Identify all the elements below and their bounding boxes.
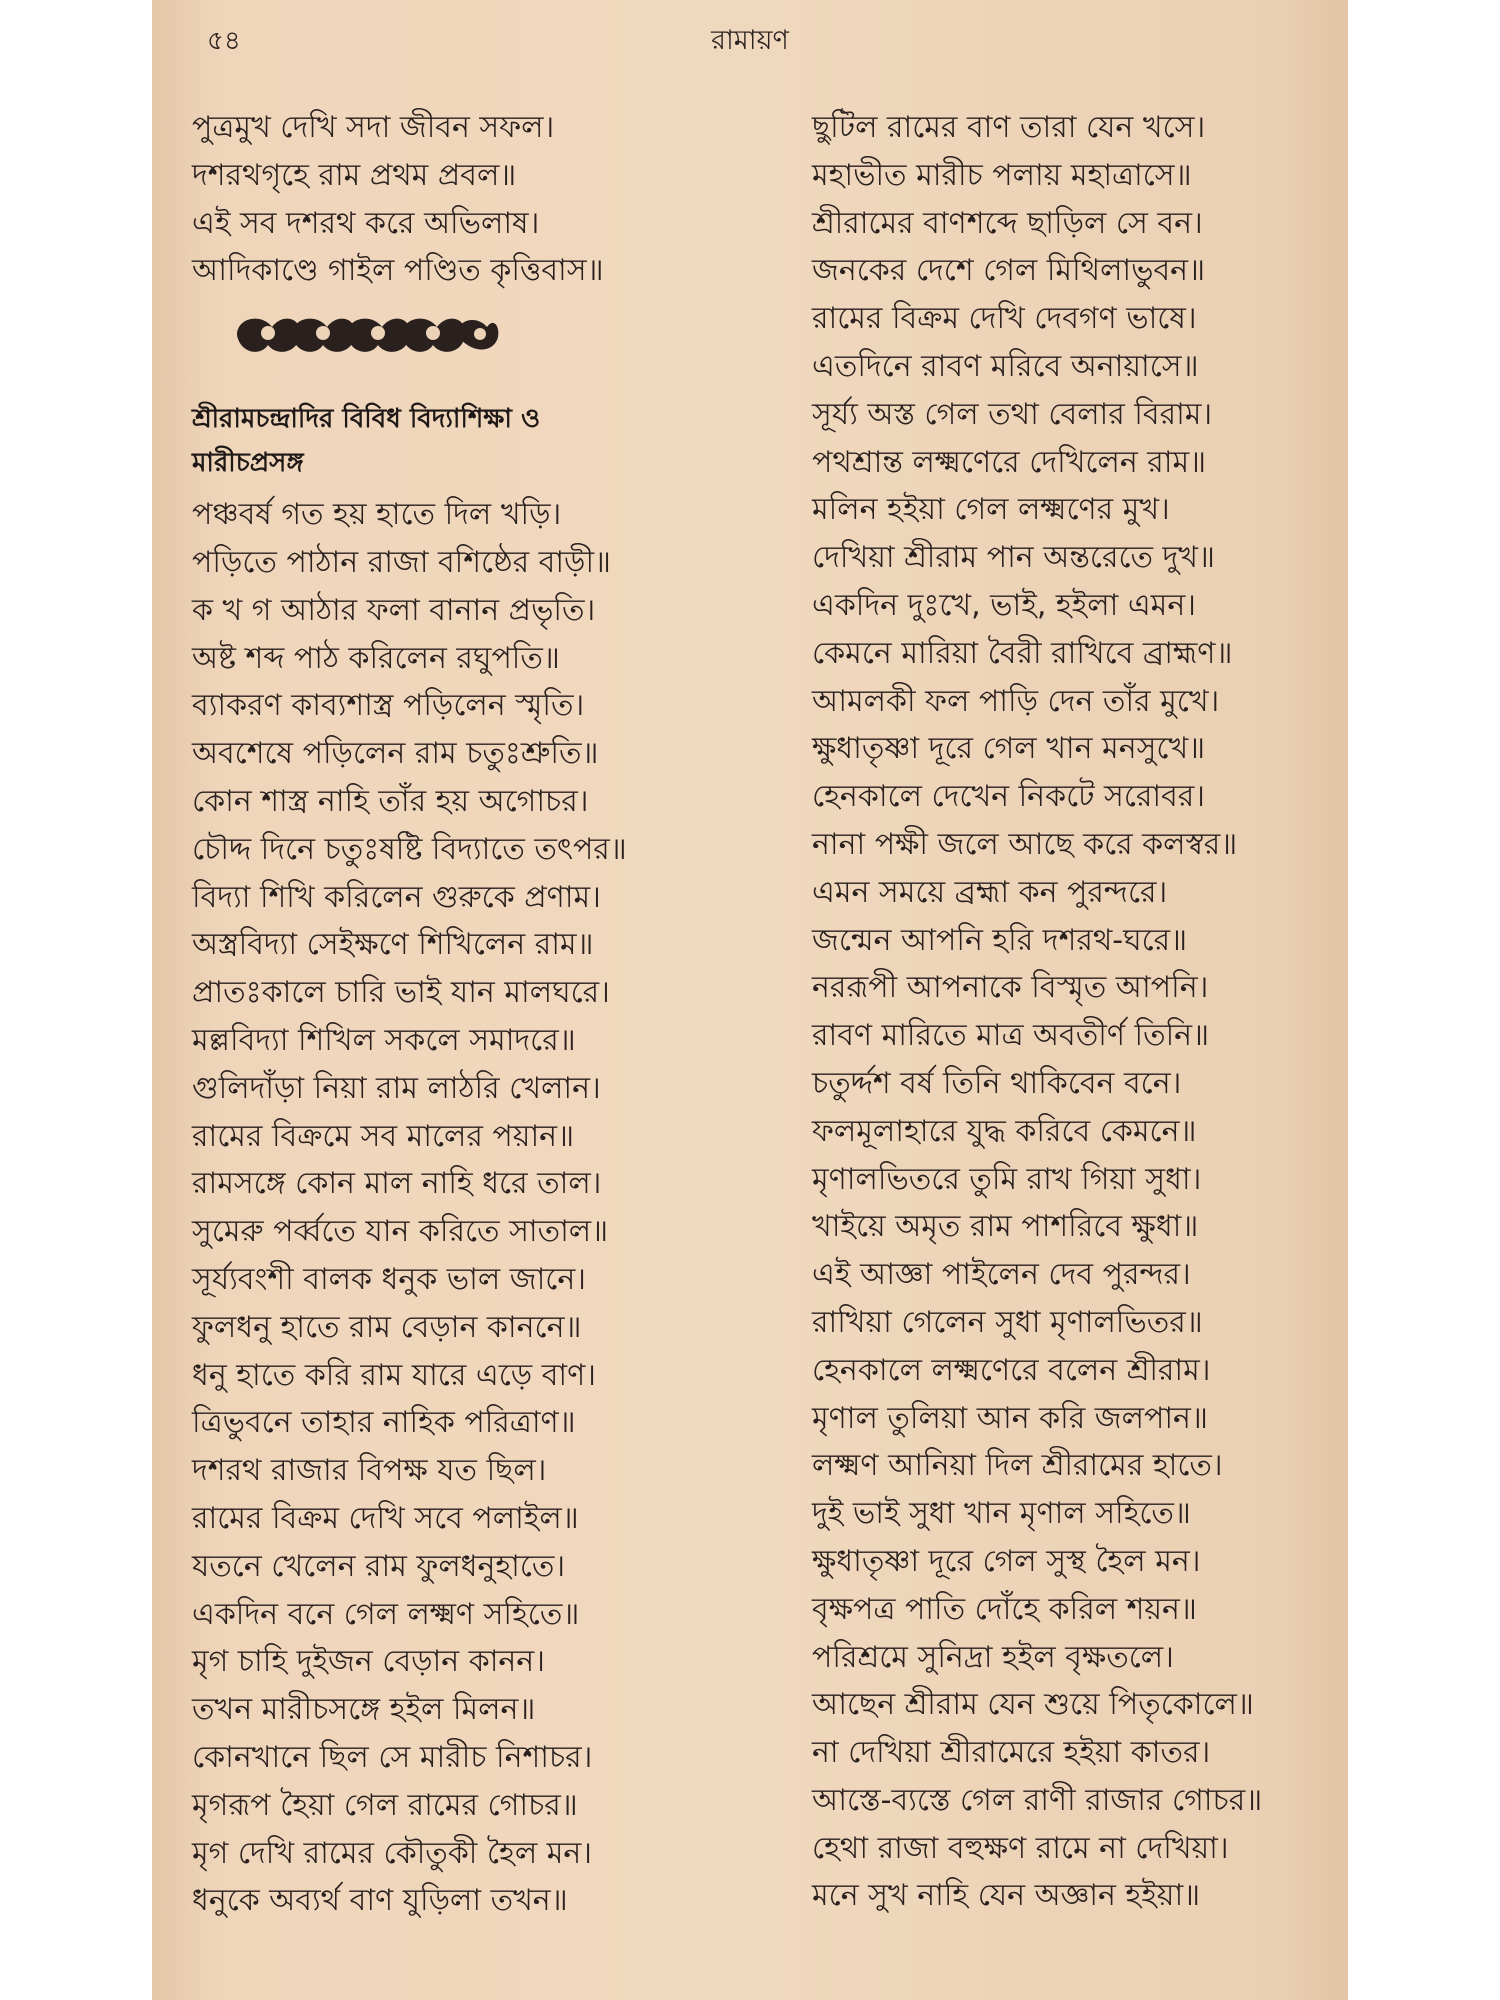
verse-line: শ্রীরামের বাণশব্দে ছাড়িল সে বন। xyxy=(812,205,1203,241)
verse-line: হেনকালে দেখেন নিকটে সরোবর। xyxy=(812,779,1206,815)
verse-line: অবশেষে পড়িলেন রাম চতুঃশ্রুতি॥ xyxy=(192,736,599,772)
verse-line: কোনখানে ছিল সে মারীচ নিশাচর। xyxy=(192,1739,593,1775)
verse-line: মৃগরূপ হৈয়া গেল রামের গোচর॥ xyxy=(192,1787,578,1823)
book-page xyxy=(152,0,1348,2000)
verse-line: না দেখিয়া শ্রীরামেরে হইয়া কাতর। xyxy=(812,1735,1211,1771)
verse-line: রামের বিক্রম দেখি সবে পলাইল॥ xyxy=(192,1500,579,1536)
left-column xyxy=(192,104,752,1925)
verse-line: দুই ভাই সুধা খান মৃণাল সহিতে॥ xyxy=(812,1496,1191,1532)
verse-line: সুমেরু পর্ব্বতে যান করিতে সাতাল॥ xyxy=(192,1214,609,1250)
verse-line: মহাভীত মারীচ পলায় মহাত্রাসে॥ xyxy=(812,157,1192,193)
verse-line: অস্ত্রবিদ্যা সেইক্ষণে শিখিলেন রাম॥ xyxy=(192,927,594,963)
verse-line: নানা পক্ষী জলে আছে করে কলস্বর॥ xyxy=(812,826,1238,862)
verse-line: এই আজ্ঞা পাইলেন দেব পুরন্দর। xyxy=(812,1257,1191,1293)
verse-line: যতনে খেলেন রাম ফুলধনুহাতে। xyxy=(192,1548,566,1584)
verse-line: মনে সুখ নাহি যেন অজ্ঞান হইয়া॥ xyxy=(812,1878,1201,1914)
verse-line: ফলমূলাহারে যুদ্ধ করিবে কেমনে॥ xyxy=(812,1113,1197,1149)
verse-line: পরিশ্রমে সুনিদ্রা হইল বৃক্ষতলে। xyxy=(812,1639,1174,1675)
ornament-divider xyxy=(192,295,752,375)
verse-line: মৃণালভিতরে তুমি রাখ গিয়া সুধা। xyxy=(812,1161,1202,1197)
verse-line: লক্ষ্মণ আনিয়া দিল শ্রীরামের হাতে। xyxy=(812,1448,1223,1484)
verse-line: বৃক্ষপত্র পাতি দোঁহে করিল শয়ন॥ xyxy=(812,1591,1197,1627)
verse-line: ধনু হাতে করি রাম যারে এড়ে বাণ। xyxy=(192,1357,596,1393)
verse-line: হেনকালে লক্ষ্মণেরে বলেন শ্রীরাম। xyxy=(812,1352,1211,1388)
verse-line: জনকের দেশে গেল মিথিলাভুবন॥ xyxy=(812,253,1206,289)
verse-line: তখন মারীচসঙ্গে হইল মিলন॥ xyxy=(192,1692,536,1728)
verse-line: একদিন দুঃখে, ভাই, হইলা এমন। xyxy=(812,587,1196,623)
verse-line: আমলকী ফল পাড়ি দেন তাঁর মুখে। xyxy=(812,683,1220,719)
verse-line: ছুটিল রামের বাণ তারা যেন খসে। xyxy=(812,110,1206,145)
ornament-icon xyxy=(232,307,502,363)
verse-line: আদিকাণ্ডে গাইল পণ্ডিত কৃত্তিবাস॥ xyxy=(192,253,604,289)
verse-line: ব্যাকরণ কাব্যশাস্ত্র পড়িলেন স্মৃতি। xyxy=(192,688,585,724)
verse-line: দশরথগৃহে রাম প্রথম প্রবল॥ xyxy=(192,157,517,193)
verse-line: দশরথ রাজার বিপক্ষ যত ছিল। xyxy=(192,1453,547,1489)
verse-line: অষ্ট শব্দ পাঠ করিলেন রঘুপতি॥ xyxy=(192,640,560,676)
verse-line: গুলিদাঁড়া নিয়া রাম লাঠরি খেলান। xyxy=(192,1070,601,1106)
verse-line: ক্ষুধাতৃষ্ণা দূরে গেল খান মনসুখে॥ xyxy=(812,731,1206,767)
verse-line: মৃণাল তুলিয়া আন করি জলপান॥ xyxy=(812,1400,1208,1436)
verse-line: রামের বিক্রমে সব মালের পয়ান॥ xyxy=(192,1118,575,1154)
verse-line: এমন সময়ে ব্রহ্মা কন পুরন্দরে। xyxy=(812,874,1168,910)
verse-line: রামসঙ্গে কোন মাল নাহি ধরে তাল। xyxy=(192,1166,602,1202)
verse-line: পঞ্চবর্ষ গত হয় হাতে দিল খড়ি। xyxy=(192,497,562,533)
verse-line: রামের বিক্রম দেখি দেবগণ ভাষে। xyxy=(812,301,1197,337)
verse-line: রাখিয়া গেলেন সুধা মৃণালভিতর॥ xyxy=(812,1304,1203,1340)
verse-line: মলিন হইয়া গেল লক্ষ্মণের মুখ। xyxy=(812,492,1170,528)
verse-line: কোন শাস্ত্র নাহি তাঁর হয় অগোচর। xyxy=(192,783,589,819)
verse-line: ক খ গ আঠার ফলা বানান প্রভৃতি। xyxy=(192,592,596,628)
verse-line: ক্ষুধাতৃষ্ণা দূরে গেল সুস্থ হৈল মন। xyxy=(812,1543,1201,1579)
page-number: ৫৪ xyxy=(207,26,241,56)
section-heading-line: শ্রীরামচন্দ্রাদির বিবিধ বিদ্যাশিক্ষা ও xyxy=(192,404,541,435)
verse-line: মৃগ চাহি দুইজন বেড়ান কানন। xyxy=(192,1644,545,1680)
verse-line: জন্মেন আপনি হরি দশরথ-ঘরে॥ xyxy=(812,922,1188,958)
verse-line: আছেন শ্রীরাম যেন শুয়ে পিতৃকোলে॥ xyxy=(812,1687,1254,1723)
verse-line: কেমনে মারিয়া বৈরী রাখিবে ব্রাহ্মণ॥ xyxy=(812,635,1233,671)
verse-line: হেথা রাজা বহুক্ষণ রামে না দেখিয়া। xyxy=(812,1830,1229,1866)
section-heading-line: মারীচপ্রসঙ্গ xyxy=(192,448,304,479)
verse-line: দেখিয়া শ্রীরাম পান অন্তরেতে দুখ॥ xyxy=(812,540,1215,576)
verse-line: এতদিনে রাবণ মরিবে অনায়াসে॥ xyxy=(812,348,1199,384)
verse-line: চৌদ্দ দিনে চতুঃষষ্টি বিদ্যাতে তৎপর॥ xyxy=(192,831,627,867)
verse-line: প্রাতঃকালে চারি ভাই যান মালঘরে। xyxy=(192,975,610,1011)
verse-line: মল্লবিদ্যা শিখিল সকলে সমাদরে॥ xyxy=(192,1022,576,1058)
right-column xyxy=(812,104,1332,1920)
verse-line: নররূপী আপনাকে বিস্মৃত আপনি। xyxy=(812,970,1209,1006)
verse-line: এই সব দশরথ করে অভিলাষ। xyxy=(192,205,540,241)
verse-line: চতুর্দ্দশ বর্ষ তিনি থাকিবেন বনে। xyxy=(812,1065,1182,1101)
verse-line: পথশ্রান্ত লক্ষ্মণেরে দেখিলেন রাম॥ xyxy=(812,444,1207,480)
verse-line: পুত্রমুখ দেখি সদা জীবন সফল। xyxy=(192,110,555,145)
verse-line: ধনুকে অব্যর্থ বাণ যুড়িলা তখন॥ xyxy=(192,1883,568,1919)
running-head-title: রামায়ণ xyxy=(711,25,789,56)
verse-line: ফুলধনু হাতে রাম বেড়ান কাননে॥ xyxy=(192,1309,582,1345)
verse-line: খাইয়ে অমৃত রাম পাশরিবে ক্ষুধা॥ xyxy=(812,1209,1199,1245)
section-heading xyxy=(192,397,752,485)
verse-line: সূর্য্যবংশী বালক ধনুক ভাল জানে। xyxy=(192,1261,586,1297)
verse-line: আস্তে-ব্যস্তে গেল রাণী রাজার গোচর॥ xyxy=(812,1782,1263,1818)
verse-line: ত্রিভুবনে তাহার নাহিক পরিত্রাণ॥ xyxy=(192,1405,576,1441)
verse-line: পড়িতে পাঠান রাজা বশিষ্ঠের বাড়ী॥ xyxy=(192,544,612,580)
verse-line: রাবণ মারিতে মাত্র অবতীর্ণ তিনি॥ xyxy=(812,1018,1210,1054)
verse-line: একদিন বনে গেল লক্ষ্মণ সহিতে॥ xyxy=(192,1596,580,1632)
verse-line: মৃগ দেখি রামের কৌতুকী হৈল মন। xyxy=(192,1835,592,1871)
verse-line: সূর্য্য অস্ত গেল তথা বেলার বিরাম। xyxy=(812,396,1213,432)
verse-line: বিদ্যা শিখি করিলেন গুরুকে প্রণাম। xyxy=(192,879,601,915)
